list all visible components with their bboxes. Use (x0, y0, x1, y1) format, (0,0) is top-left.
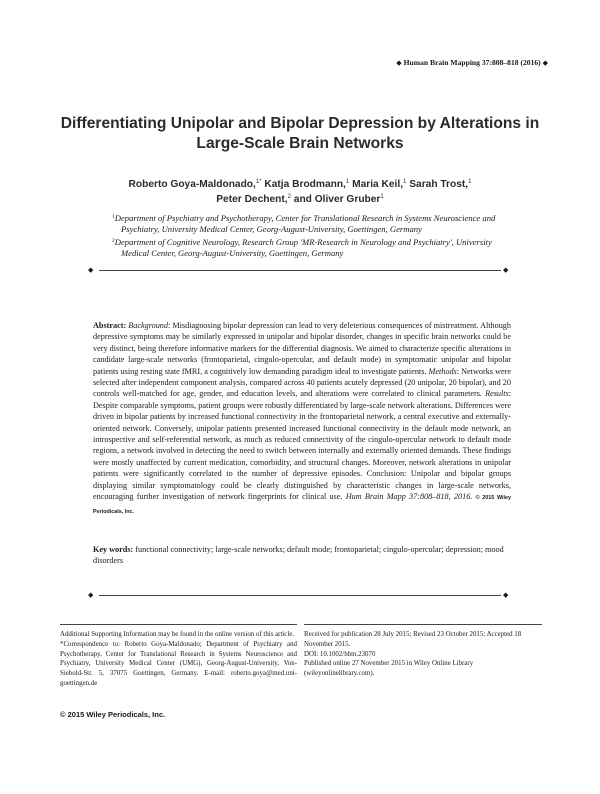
author-name: Roberto Goya-Maldonado, (128, 179, 256, 190)
keywords (93, 544, 511, 567)
author-name: Peter Dechent, (216, 194, 288, 205)
diamond-ornament-icon: ◆ (88, 266, 94, 274)
author-affil-mark: 1 (403, 179, 407, 185)
supporting-info-note: Additional Supporting Information may be found in the online version of this article. (60, 631, 295, 638)
affiliations (112, 213, 522, 259)
published-online: Published online 27 November 2015 in Wiley Online Library (wileyonlinelibrary.com). (304, 660, 474, 678)
affiliation-item (112, 237, 522, 260)
abstract-copyright: © 2015 Wiley Periodicals, Inc. (93, 495, 512, 515)
correspondence-note: *Correspondence to: Roberto Goya-Maldonado; Department of Psychiatry and Psychotherapy, Center for Translational Research in Systems Neuroscience and Psychiatry, University Medical Center (UMG), Georg-August-University, Von-Siebold-Str. 5, 37075 Goettingen, Germany. E-mail: roberto.goya@med.uni-goettingen.de (60, 640, 297, 687)
running-head (396, 58, 548, 67)
separator-rule (99, 595, 501, 596)
author-name: Katja Brodmann, (264, 179, 346, 190)
diamond-ornament-icon: ◆ (503, 266, 509, 274)
results-label: Results (485, 389, 509, 399)
separator-rule (99, 270, 501, 271)
affiliation-item (112, 213, 522, 236)
author-name: Maria Keil, (352, 179, 404, 190)
footnote-rule (60, 624, 297, 625)
author-line-2 (60, 192, 540, 207)
keywords-label: Key words: (93, 545, 134, 554)
footnotes-left (60, 630, 297, 689)
author-affil-mark: 1 (468, 179, 472, 185)
abstract-conclusion: Unipolar and bipolar groups displaying similar symptomatology could be clearly distinguished by characteristic changes in large-scale networks, encouraging further investigation of network fingerprints for clinical use. (93, 469, 512, 502)
footer-copyright: © 2015 Wiley Periodicals, Inc. (60, 710, 166, 719)
article-title: Differentiating Unipolar and Bipolar Depression by Alterations in Large-Scale Brain Networks (60, 115, 540, 152)
author-affil-mark: 1 (380, 194, 384, 200)
author-name: and Oliver Gruber (293, 194, 381, 205)
footnotes-right (304, 630, 542, 679)
journal-citation: Human Brain Mapping 37:808–818 (2016) (403, 58, 541, 67)
abstract-methods: Networks were selected after independent component analysis, compared across 40 patients acutely depressed (20 unipolar, 20 bipolar), and 20 controls well-matched for age, gender, and education levels, and alterations were correlated to clinical parameters. (93, 366, 511, 399)
abstract-label: Abstract: (93, 321, 127, 330)
conclusion-label: Conclusion (366, 469, 405, 479)
abstract-results: Despite comparable symptoms, patient groups were robustly differentiated by large-scale network alterations. Differences were driven in bipolar patients by increased functional connectivity in the frontoparietal network, a central executive and externally-oriented network. Conversely, unipolar patients presented increased functional connectivity in the default mode network, an introspective and self-referential network, as much as reduced connectivity of the cingulo-opercular network to default mode regions, a network involved in detecting the need to switch between internally and externally oriented demands. These findings were mostly unaffected by current medication, comorbidity, and structural changes. Moreover, network alterations in unipolar patients were significantly correlated to the number of depressive episodes. (93, 400, 511, 479)
abstract-background: Misdiagnosing bipolar depression can lead to very deleterious consequences of mistreatment. Although depressive symptoms may be similarly expressed in unipolar and bipolar disorder, changes in specific brain networks could be very distinct, being therefore informative markers for the differential diagnosis. We aimed to characterize specific alterations in candidate large-scale networks (frontoparietal, cingulo-opercular, and default mode) in symptomatic unipolar and bipolar patients using resting state fMRI, a cognitively low demanding paradigm ideal to investigate patients. (93, 321, 511, 376)
abstract-citation: Hum Brain Mapp 37:808–818, 2016. (345, 492, 473, 502)
affiliation-text: Department of Cognitive Neurology, Research Group 'MR-Research in Neurology and Psychiatry', University Medical Center, Georg-August-University, Goettingen, Germany (114, 236, 492, 258)
affiliation-mark: 2 (112, 237, 115, 244)
author-affil-mark: 1 (345, 179, 350, 185)
received-dates: Received for publication 28 July 2015; Revised 23 October 2015; Accepted 18 November 2015. (304, 631, 522, 648)
diamond-ornament-icon: ◆ (88, 591, 94, 599)
doi: DOI: 10.1002/hbm.23070 (304, 650, 376, 658)
footnote-rule (304, 624, 542, 625)
background-label: Background (128, 321, 168, 330)
author-affil-mark: 2 (287, 194, 291, 200)
affiliation-text: Department of Psychiatry and Psychotherapy, Center for Translational Research in Systems Neuroscience and Psychiatry, University Medical Center, Georg-August-University, Goettingen, Germany (114, 213, 496, 235)
diamond-ornament-icon: ◆ (542, 59, 548, 67)
diamond-ornament-icon: ◆ (503, 591, 509, 599)
diamond-ornament-icon: ◆ (396, 59, 402, 67)
keywords-text: functional connectivity; large-scale networks; default mode; frontoparietal; cingulo-opercular; depression; mood disorders (93, 545, 504, 566)
affiliation-mark: 1 (112, 214, 115, 220)
author-list (60, 177, 540, 207)
author-affil-mark: 1* (255, 179, 262, 185)
abstract: Abstract: Background: Misdiagnosing bipolar depression can lead to very deleterious consequences of mistreatment. Although depressive symptoms may be similarly expressed in unipolar and bipolar disorder, changes in specific brain networks could be very distinct, being therefore informative markers for the differential diagnosis. We aimed to characterize specific alterations in candidate large-scale networks (frontoparietal, cingulo-opercular, and default mode) in symptomatic unipolar and bipolar patients using resting state fMRI, a cognitively low demanding paradigm ideal to investigate patients. Methods: Networks were selected after independent component analysis, compared across 40 patients acutely depressed (20 unipolar, 20 bipolar), and 20 controls well-matched for age, gender, and education levels, and alterations were correlated to clinical parameters. Results: Despite comparable symptoms, patient groups were robustly differentiated by large-scale network alterations. Differences were driven in bipolar patients by increased functional connectivity in the frontoparietal network, a central executive and externally-oriented network. Conversely, unipolar patients presented increased functional connectivity in the default mode network, an introspective and self-referential network, as much as reduced connectivity of the cingulo-opercular network to default mode regions, a network involved in detecting the need to switch between internally and externally oriented demands. These findings were mostly unaffected by current medication, comorbidity, and structural changes. Moreover, network alterations in unipolar patients were significantly correlated to the number of depressive episodes. Conclusion: Unipolar and bipolar groups displaying similar symptomatology could be clearly distinguished by characteristic changes in large-scale networks, encouraging further investigation of network fingerprints for clinical use. Hum Brain Mapp 37:808–818, 2016. © 2015 Wiley Periodicals, Inc. (93, 321, 512, 515)
methods-label: Methods (428, 366, 457, 376)
author-name: Sarah Trost, (409, 179, 469, 190)
author-line-1 (60, 177, 540, 192)
